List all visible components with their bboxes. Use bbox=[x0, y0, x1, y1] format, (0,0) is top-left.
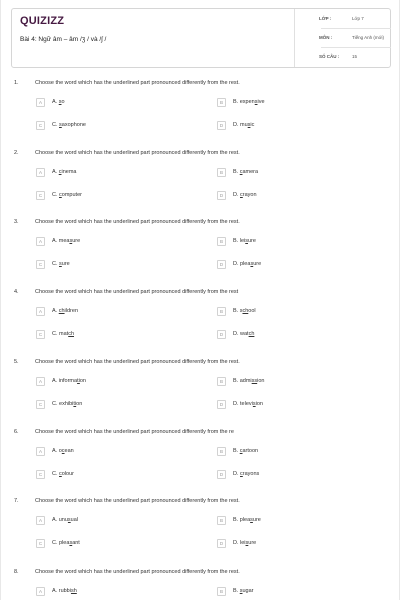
word-underlined-part: c bbox=[239, 169, 243, 175]
option-label bbox=[233, 122, 254, 128]
word-after: on bbox=[76, 401, 83, 407]
meta-count-row bbox=[295, 51, 392, 67]
option-letter-box: D bbox=[217, 260, 226, 269]
answer-option-c[interactable] bbox=[36, 260, 186, 270]
option-letter-box: B bbox=[217, 516, 226, 525]
answer-option-c[interactable] bbox=[36, 121, 186, 131]
word-underlined-part: ti bbox=[77, 378, 80, 384]
quizizz-logo: QUIZIZZ bbox=[20, 15, 65, 27]
option-label bbox=[52, 261, 70, 267]
question-8 bbox=[1, 569, 400, 600]
option-label bbox=[52, 378, 86, 384]
word-after: rayons bbox=[242, 471, 260, 477]
meta-subject-key: MÔN : bbox=[319, 35, 333, 40]
word-underlined-part: s bbox=[67, 517, 71, 523]
answer-option-d[interactable] bbox=[217, 470, 367, 480]
answer-option-d[interactable] bbox=[217, 330, 367, 340]
option-label bbox=[52, 169, 76, 175]
word-before: exhibi bbox=[59, 401, 74, 407]
option-letter-box: A bbox=[36, 98, 45, 107]
answer-option-c[interactable] bbox=[36, 400, 186, 410]
option-letter-box: B bbox=[217, 447, 226, 456]
option-letter-box: C bbox=[36, 539, 45, 548]
option-label bbox=[52, 331, 74, 337]
option-label bbox=[52, 401, 82, 407]
option-prefix: D. bbox=[233, 331, 241, 337]
option-letter-box: C bbox=[36, 260, 45, 269]
option-label bbox=[233, 540, 256, 546]
word-after: axophone bbox=[61, 122, 86, 128]
word-before: wat bbox=[240, 331, 249, 337]
answer-option-a[interactable] bbox=[36, 587, 186, 597]
option-prefix: D. bbox=[233, 122, 241, 128]
word-after: rayon bbox=[242, 192, 257, 198]
question-3 bbox=[1, 219, 400, 289]
word-after: ure bbox=[72, 238, 81, 244]
answer-option-c[interactable] bbox=[36, 539, 186, 549]
option-letter-box: B bbox=[217, 307, 226, 316]
word-after: ual bbox=[70, 517, 79, 523]
option-prefix: A. bbox=[52, 517, 59, 523]
meta-class-key: LỚP : bbox=[319, 16, 332, 21]
question-text: Choose the word which has the underlined part pronounced differently from the rest. bbox=[35, 150, 240, 156]
word-underlined-part: s bbox=[254, 99, 258, 105]
option-label bbox=[233, 169, 258, 175]
question-text: Choose the word which has the underlined part pronounced differently from the rest. bbox=[35, 80, 240, 86]
word-underlined-part: ch bbox=[68, 331, 75, 337]
option-prefix: B. bbox=[233, 517, 240, 523]
question-number: 8. bbox=[14, 569, 19, 575]
word-after: ean bbox=[64, 448, 74, 454]
answer-option-a[interactable] bbox=[36, 168, 186, 178]
question-number: 5. bbox=[14, 359, 19, 365]
word-underlined-part: c bbox=[59, 192, 62, 198]
option-label bbox=[52, 99, 65, 105]
option-prefix: A. bbox=[52, 238, 59, 244]
option-letter-box: D bbox=[217, 400, 226, 409]
option-prefix: B. bbox=[233, 378, 240, 384]
option-label bbox=[233, 192, 257, 198]
option-prefix: A. bbox=[52, 169, 59, 175]
option-prefix: B. bbox=[233, 308, 240, 314]
question-number: 4. bbox=[14, 289, 19, 295]
question-2 bbox=[1, 150, 400, 220]
word-after: ure bbox=[248, 238, 256, 244]
option-letter-box: B bbox=[217, 377, 226, 386]
option-label bbox=[52, 540, 80, 546]
option-letter-box: D bbox=[217, 539, 226, 548]
word-before: unu bbox=[58, 517, 68, 523]
question-text: Choose the word which has the underlined part pronounced differently from the rest. bbox=[35, 219, 240, 225]
word-before: plea bbox=[239, 517, 251, 523]
question-text: Choose the word which has the underlined part pronounced differently from the rest bbox=[35, 289, 239, 295]
option-label bbox=[233, 261, 261, 267]
answer-option-d[interactable] bbox=[217, 260, 367, 270]
option-label bbox=[233, 378, 265, 384]
answer-option-a[interactable] bbox=[36, 377, 186, 387]
option-label bbox=[233, 331, 254, 337]
word-after: ive bbox=[257, 99, 265, 105]
word-underlined-part: c bbox=[59, 471, 62, 477]
meta-panel bbox=[294, 9, 391, 67]
option-letter-box: C bbox=[36, 470, 45, 479]
word-after: on bbox=[79, 378, 86, 384]
word-before: informa bbox=[58, 378, 78, 384]
option-label bbox=[233, 471, 259, 477]
word-before: lei bbox=[240, 540, 246, 546]
answer-option-b[interactable] bbox=[217, 516, 367, 526]
word-before: o bbox=[58, 448, 62, 454]
word-after: inema bbox=[61, 169, 77, 175]
option-prefix: C. bbox=[52, 261, 60, 267]
option-prefix: B. bbox=[233, 238, 240, 244]
option-label bbox=[233, 401, 263, 407]
word-after: ure bbox=[61, 261, 70, 267]
word-underlined-part: c bbox=[61, 448, 65, 454]
word-underlined-part: s bbox=[59, 261, 62, 267]
meta-class-value: Lớp 7 bbox=[352, 16, 364, 21]
option-prefix: A. bbox=[52, 308, 59, 314]
word-after: ure bbox=[252, 517, 261, 523]
option-label bbox=[233, 308, 256, 314]
option-label bbox=[233, 99, 265, 105]
option-prefix: D. bbox=[233, 401, 241, 407]
word-after: ion bbox=[255, 401, 263, 407]
answer-option-d[interactable] bbox=[217, 121, 367, 131]
option-letter-box: D bbox=[217, 191, 226, 200]
word-underlined-part: ch bbox=[242, 308, 249, 314]
option-prefix: B. bbox=[233, 588, 240, 594]
option-letter-box: C bbox=[36, 191, 45, 200]
question-text: Choose the word which has the underlined part pronounced differently from the rest. bbox=[35, 359, 240, 365]
word-underlined-part: c bbox=[58, 169, 62, 175]
word-after: olour bbox=[61, 471, 75, 477]
option-prefix: A. bbox=[52, 448, 59, 454]
word-underlined-part: s bbox=[245, 238, 248, 244]
worksheet-title: Bài 4: Ngữ âm – âm /ʒ / và /ʃ / bbox=[20, 36, 107, 43]
option-letter-box: C bbox=[36, 330, 45, 339]
word-before: admi bbox=[239, 378, 252, 384]
option-letter-box: A bbox=[36, 587, 45, 596]
word-underlined-part: s bbox=[69, 238, 73, 244]
option-label bbox=[52, 122, 86, 128]
answer-option-d[interactable] bbox=[217, 539, 367, 549]
word-underlined-part: sh bbox=[70, 588, 77, 594]
option-prefix: D. bbox=[233, 192, 241, 198]
option-letter-box: C bbox=[36, 121, 45, 130]
word-before: mat bbox=[59, 331, 69, 337]
word-before: s bbox=[239, 308, 243, 314]
word-underlined-part: s bbox=[250, 261, 254, 267]
word-underlined-part: ch bbox=[58, 308, 65, 314]
option-letter-box: A bbox=[36, 307, 45, 316]
option-letter-box: A bbox=[36, 516, 45, 525]
answer-option-b[interactable] bbox=[217, 237, 367, 247]
option-letter-box: B bbox=[217, 587, 226, 596]
option-letter-box: C bbox=[36, 400, 45, 409]
option-label bbox=[52, 308, 78, 314]
word-after: ool bbox=[248, 308, 256, 314]
question-number: 1. bbox=[14, 80, 19, 86]
word-underlined-part: s bbox=[252, 401, 256, 407]
word-underlined-part: ss bbox=[251, 378, 258, 384]
option-letter-box: A bbox=[36, 168, 45, 177]
word-after: ure bbox=[253, 261, 262, 267]
word-after: ildren bbox=[64, 308, 78, 314]
answer-option-b[interactable] bbox=[217, 98, 367, 108]
answer-option-a[interactable] bbox=[36, 307, 186, 317]
meta-class-row bbox=[295, 13, 392, 29]
option-prefix: C. bbox=[52, 471, 60, 477]
question-4 bbox=[1, 289, 400, 359]
option-letter-box: A bbox=[36, 237, 45, 246]
word-underlined-part: s bbox=[69, 540, 73, 546]
option-prefix: C. bbox=[52, 540, 60, 546]
answer-option-c[interactable] bbox=[36, 191, 186, 201]
option-prefix: B. bbox=[233, 169, 240, 175]
option-label bbox=[233, 238, 256, 244]
option-prefix: B. bbox=[233, 99, 240, 105]
option-label bbox=[52, 471, 74, 477]
question-text: Choose the word which has the underlined part pronounced differently from the rest. bbox=[35, 498, 240, 504]
answer-option-c[interactable] bbox=[36, 470, 186, 480]
answer-option-b[interactable] bbox=[217, 587, 367, 597]
word-after: o bbox=[61, 99, 65, 105]
question-6 bbox=[1, 429, 400, 499]
meta-divider bbox=[321, 28, 391, 29]
option-label bbox=[52, 588, 77, 594]
word-after: artoon bbox=[242, 448, 259, 454]
option-letter-box: B bbox=[217, 168, 226, 177]
option-prefix: D. bbox=[233, 261, 241, 267]
answer-option-b[interactable] bbox=[217, 307, 367, 317]
option-prefix: D. bbox=[233, 540, 241, 546]
option-letter-box: B bbox=[217, 237, 226, 246]
word-before: mu bbox=[240, 122, 248, 128]
word-underlined-part: s bbox=[245, 540, 249, 546]
word-after: omputer bbox=[61, 192, 82, 198]
meta-subject-value: Tiếng Anh (mới) bbox=[352, 35, 385, 40]
question-number: 3. bbox=[14, 219, 19, 225]
option-label bbox=[52, 238, 80, 244]
word-after: ic bbox=[250, 122, 255, 128]
answer-option-a[interactable] bbox=[36, 98, 186, 108]
question-text: Choose the word which has the underlined part pronounced differently from the rest. bbox=[35, 569, 240, 575]
option-prefix: A. bbox=[52, 99, 59, 105]
word-underlined-part: ch bbox=[248, 331, 255, 337]
option-label bbox=[52, 448, 74, 454]
question-number: 7. bbox=[14, 498, 19, 504]
option-letter-box: D bbox=[217, 330, 226, 339]
option-label bbox=[52, 192, 82, 198]
word-before: mea bbox=[58, 238, 70, 244]
option-prefix: A. bbox=[52, 588, 59, 594]
word-after: ant bbox=[72, 540, 80, 546]
word-underlined-part: s bbox=[58, 99, 62, 105]
option-prefix: D. bbox=[233, 471, 241, 477]
meta-count-value: 15 bbox=[352, 54, 358, 59]
answer-option-a[interactable] bbox=[36, 516, 186, 526]
option-label bbox=[233, 588, 254, 594]
word-after: ion bbox=[257, 378, 265, 384]
option-prefix: C. bbox=[52, 192, 60, 198]
option-prefix: B. bbox=[233, 448, 240, 454]
option-letter-box: D bbox=[217, 121, 226, 130]
word-underlined-part: s bbox=[239, 588, 243, 594]
option-prefix: C. bbox=[52, 401, 60, 407]
option-prefix: A. bbox=[52, 378, 59, 384]
word-after: amera bbox=[242, 169, 259, 175]
option-letter-box: B bbox=[217, 98, 226, 107]
question-number: 6. bbox=[14, 429, 19, 435]
word-before: lei bbox=[239, 238, 246, 244]
option-label bbox=[233, 517, 261, 523]
word-before: plea bbox=[240, 261, 251, 267]
option-label bbox=[52, 517, 78, 523]
option-letter-box: A bbox=[36, 447, 45, 456]
answer-option-c[interactable] bbox=[36, 330, 186, 340]
word-before: plea bbox=[59, 540, 70, 546]
answer-option-a[interactable] bbox=[36, 237, 186, 247]
meta-count-key: SỐ CÂU : bbox=[319, 54, 340, 59]
option-letter-box: A bbox=[36, 377, 45, 386]
meta-divider bbox=[321, 47, 391, 48]
answer-option-b[interactable] bbox=[217, 168, 367, 178]
word-underlined-part: s bbox=[250, 517, 253, 523]
answer-option-b[interactable] bbox=[217, 447, 367, 457]
word-after: ugar bbox=[242, 588, 254, 594]
word-underlined-part: c bbox=[240, 192, 243, 198]
question-number: 2. bbox=[14, 150, 19, 156]
word-before: televi bbox=[240, 401, 253, 407]
question-7 bbox=[1, 498, 400, 568]
option-prefix: C. bbox=[52, 331, 60, 337]
question-text: Choose the word which has the underlined part pronounced differently from the re bbox=[35, 429, 234, 435]
meta-subject-row bbox=[295, 32, 392, 48]
word-underlined-part: c bbox=[240, 471, 243, 477]
word-underlined-part: s bbox=[59, 122, 62, 128]
word-before: rubbi bbox=[58, 588, 71, 594]
answer-option-a[interactable] bbox=[36, 447, 186, 457]
option-prefix: C. bbox=[52, 122, 60, 128]
answer-option-b[interactable] bbox=[217, 377, 367, 387]
worksheet-header bbox=[11, 8, 391, 68]
word-underlined-part: c bbox=[239, 448, 243, 454]
answer-option-d[interactable] bbox=[217, 400, 367, 410]
question-5 bbox=[1, 359, 400, 429]
option-label bbox=[233, 448, 258, 454]
question-1 bbox=[1, 80, 400, 150]
word-underlined-part: s bbox=[247, 122, 251, 128]
word-after: ure bbox=[248, 540, 257, 546]
answer-option-d[interactable] bbox=[217, 191, 367, 201]
word-before: expen bbox=[239, 99, 255, 105]
word-underlined-part: ti bbox=[73, 401, 77, 407]
option-letter-box: D bbox=[217, 470, 226, 479]
